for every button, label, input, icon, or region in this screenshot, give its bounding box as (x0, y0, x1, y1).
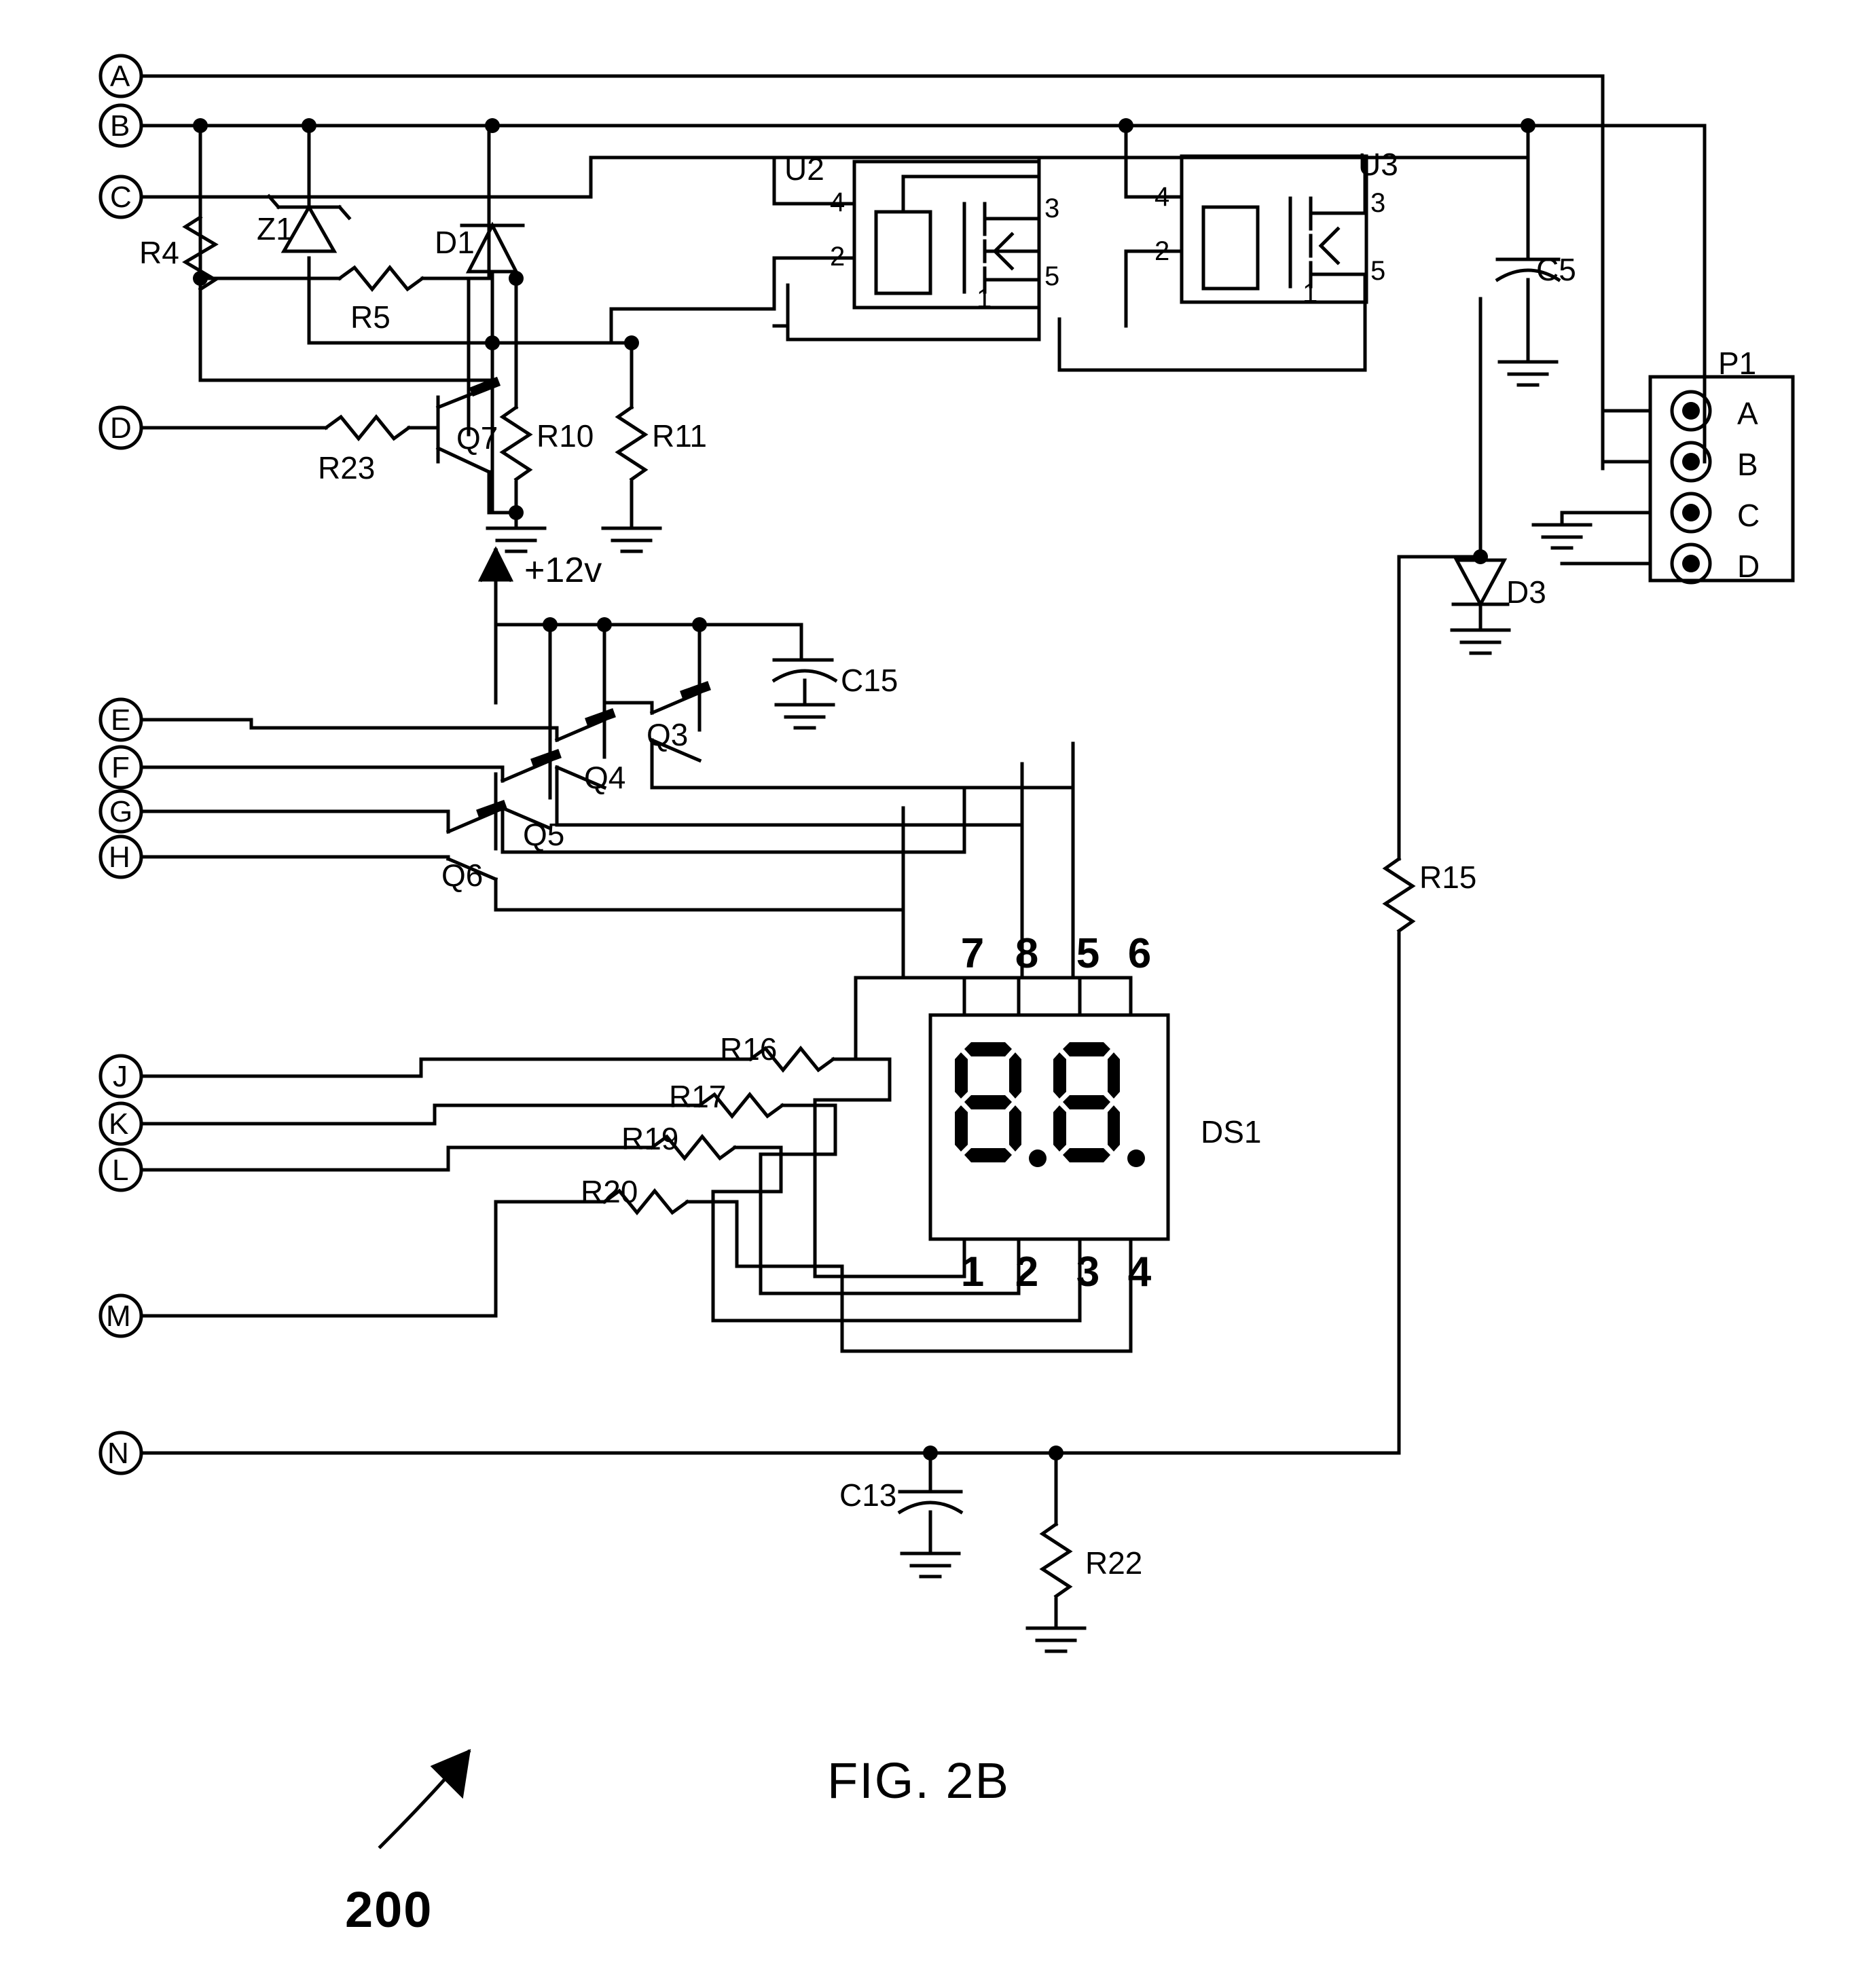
component-label-D1: D1 (435, 225, 475, 260)
ds1-pin-7: 7 (960, 930, 985, 977)
p1-pin-A: A (1737, 396, 1758, 431)
component-label-R20: R20 (581, 1174, 638, 1209)
p1-pin-D: D (1737, 549, 1760, 584)
terminal-label-A: A (110, 60, 130, 93)
component-label-D3: D3 (1506, 574, 1546, 610)
component-label-R4: R4 (139, 235, 179, 270)
component-label-C13: C13 (839, 1477, 897, 1513)
component-label-Q6: Q6 (441, 858, 484, 893)
ds1-pin-3: 3 (1076, 1249, 1100, 1295)
terminal-label-G: G (109, 795, 133, 828)
component-label-Q4: Q4 (584, 760, 626, 795)
component-label-DS1: DS1 (1201, 1114, 1262, 1149)
component-label-R16: R16 (720, 1031, 778, 1067)
ds1-pin-8: 8 (1015, 930, 1039, 977)
terminal-label-N: N (107, 1437, 129, 1470)
p1-pin-C: C (1737, 498, 1760, 533)
terminal-label-L: L (112, 1154, 129, 1187)
component-label-U3: U3 (1358, 147, 1398, 182)
component-label-U2: U2 (784, 151, 824, 187)
terminal-label-D: D (110, 411, 132, 445)
terminal-label-F: F (111, 751, 130, 784)
connector-label-P1: P1 (1718, 346, 1757, 381)
terminal-label-J: J (113, 1060, 128, 1093)
component-label-Q7: Q7 (456, 420, 498, 456)
u3-pin-4: 4 (1154, 182, 1170, 212)
u2-pin-5: 5 (1044, 261, 1060, 291)
figure-caption: FIG. 2B (827, 1752, 1010, 1809)
ds1-pin-1: 1 (960, 1249, 985, 1295)
component-label-R17: R17 (669, 1079, 727, 1114)
component-label-Z1: Z1 (257, 211, 293, 246)
component-label-C15: C15 (841, 663, 898, 698)
power-rail-label: +12v (524, 551, 602, 590)
u3-pin-2: 2 (1154, 236, 1170, 266)
component-label-R11: R11 (652, 418, 707, 454)
component-label-C5: C5 (1536, 252, 1576, 287)
u3-pin-3: 3 (1370, 188, 1386, 218)
component-label-R10: R10 (537, 418, 594, 454)
component-label-R23: R23 (318, 450, 376, 485)
component-label-R5: R5 (350, 299, 390, 335)
component-label-R22: R22 (1085, 1545, 1143, 1581)
u3-pin-1: 1 (1303, 278, 1318, 308)
terminal-label-C: C (110, 181, 132, 214)
p1-pin-B: B (1737, 447, 1758, 482)
terminal-label-K: K (109, 1107, 129, 1141)
figure-reference-numeral: 200 (345, 1881, 433, 1938)
ds1-pin-2: 2 (1015, 1249, 1039, 1295)
u2-pin-2: 2 (830, 242, 845, 272)
ds1-pin-5: 5 (1076, 930, 1100, 977)
component-label-R19: R19 (621, 1121, 679, 1156)
u3-pin-5: 5 (1370, 256, 1386, 286)
component-label-Q3: Q3 (647, 717, 689, 752)
terminal-label-E: E (111, 703, 131, 737)
u2-pin-3: 3 (1044, 194, 1060, 223)
terminal-label-H: H (109, 841, 130, 874)
u2-pin-1: 1 (977, 284, 992, 314)
terminal-label-B: B (110, 109, 130, 143)
component-label-R15: R15 (1419, 860, 1477, 895)
ds1-pin-6: 6 (1127, 930, 1152, 977)
component-label-Q5: Q5 (523, 817, 565, 852)
ds1-pin-4: 4 (1127, 1249, 1152, 1295)
terminal-label-M: M (106, 1300, 131, 1333)
u2-pin-4: 4 (830, 187, 845, 217)
